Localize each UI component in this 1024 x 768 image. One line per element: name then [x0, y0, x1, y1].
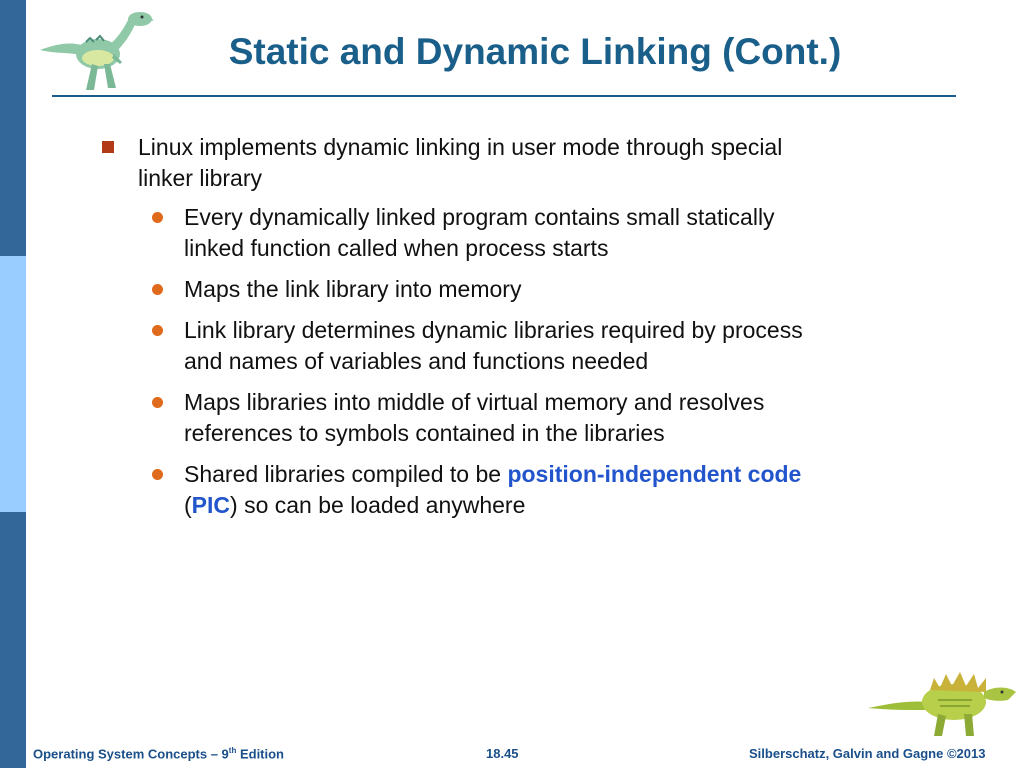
sub-list-item [100, 202, 900, 264]
bullet-text: ) so can be loaded anywhere [230, 492, 526, 518]
bullet-line: Every dynamically linked program contains small statically [184, 204, 775, 230]
side-band-middle [0, 256, 26, 512]
bullet-line: Maps the link library into memory [184, 276, 522, 302]
sub-list-item [100, 459, 900, 521]
highlight-term: position-independent code [507, 461, 802, 487]
page-title: Static and Dynamic Linking (Cont.) [228, 31, 842, 72]
footer-book-title: Operating System Concepts – 9th Edition [33, 746, 285, 762]
highlight-term: PIC [191, 492, 231, 518]
footer-page-number: 18.45 [486, 746, 519, 761]
bullet-line: linker library [138, 165, 262, 191]
bullet-line: Maps libraries into middle of virtual memory and resolves [184, 389, 765, 415]
dot-bullet-icon [152, 284, 163, 295]
dinosaur-icon [36, 4, 160, 96]
square-bullet-icon [102, 141, 114, 153]
side-band-bottom [0, 512, 26, 768]
side-band-top [0, 0, 26, 256]
list-item [100, 132, 900, 194]
dot-bullet-icon [152, 325, 163, 336]
dot-bullet-icon [152, 397, 163, 408]
bullet-line: Linux implements dynamic linking in user mode through special [138, 134, 783, 160]
bullet-line: references to symbols contained in the libraries [184, 420, 665, 446]
bullet-text: Shared libraries compiled to be [184, 461, 508, 487]
footer-copyright: Silberschatz, Galvin and Gagne ©2013 [749, 746, 986, 761]
bullet-line: and names of variables and functions needed [184, 348, 649, 374]
sub-list-item [100, 274, 900, 305]
bullet-line: linked function called when process starts [184, 235, 609, 261]
dinosaur-icon [868, 656, 1018, 740]
sub-list-item [100, 387, 900, 449]
dot-bullet-icon [152, 212, 163, 223]
title-divider [52, 95, 956, 97]
bullet-line: Link library determines dynamic libraries required by process [184, 317, 803, 343]
bullet-line [184, 490, 900, 521]
dot-bullet-icon [152, 469, 163, 480]
slide-content [100, 132, 900, 531]
bullet-text: ( [184, 492, 192, 518]
bullet-line [184, 459, 900, 490]
sub-list-item [100, 315, 900, 377]
